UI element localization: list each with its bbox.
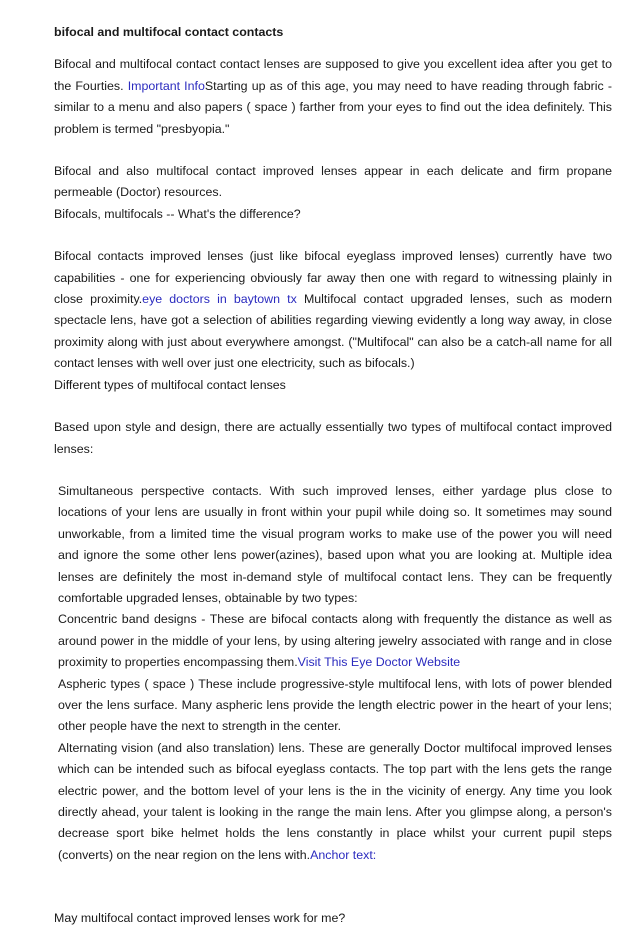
- eye-doctors-baytown-link[interactable]: eye doctors in baytown tx: [142, 292, 297, 307]
- spacer: [54, 396, 612, 417]
- paragraph-intro: [54, 54, 612, 140]
- subheading-types: Different types of multifocal contact lenses: [54, 377, 286, 392]
- spacer: [54, 866, 612, 908]
- paragraph-bifocal-vs-multifocal: [54, 246, 612, 374]
- visit-eye-doctor-link[interactable]: Visit This Eye Doctor Website: [297, 655, 461, 670]
- paragraph-concentric-text: Concentric band designs - These are bifocal contacts along with frequently the distance as well as around power in the middle of your lens, by using altering jewelry associated with range and in close proximity to properties encompassing them.: [58, 612, 612, 670]
- subheading-work-for-me: May multifocal contact improved lenses work for me?: [54, 911, 346, 926]
- paragraph-bifocal-text-b: Multifocal contact upgraded lenses, such as modern spectacle lens, have got a selection of abilities regarding viewing evidently a long way away, in close proximity along with just about everywhere amongst. ("Multifocal" can also be a catch-all name for all contact lenses with well over just one electricity, such as bifocals.): [54, 292, 612, 371]
- paragraph-intro-text-a: Bifocal and multifocal contact contact lenses are supposed to give you excellent idea after you get to the Fourties.: [54, 57, 612, 93]
- paragraph-alternating-text: Alternating vision (and also translation) lens. These are generally Doctor multifocal improved lenses which can be intended such as bifocal eyeglass contacts. The top part with the lens gets the range electric power, and the bottom level of your lens is the in the vicinity of energy. Any time you look directly ahead, your talent is looking in the range the main lens. After you glimpse along, a person's decrease sport bike helmet holds the lens constantly in place whilst your current pupil steps (converts) on the near region on the lens with.: [58, 740, 612, 862]
- paragraph-materials: Bifocal and also multifocal contact improved lenses appear in each delicate and firm propane permeable (Doctor) resources.: [54, 164, 612, 200]
- spacer: [54, 225, 612, 246]
- paragraph-aspheric: Aspheric types ( space ) These include progressive-style multifocal lens, with lots of power blended over the lens surface. Many aspheric lens provide the length electric power in the heart of your lens; other people have the next to strength in the center.: [58, 676, 612, 734]
- subheading-difference: Bifocals, multifocals -- What's the difference?: [54, 206, 301, 221]
- document-page: [54, 22, 612, 930]
- spacer: [54, 460, 612, 481]
- document-title: bifocal and multifocal contact contacts: [54, 25, 284, 39]
- paragraph-simultaneous: Simultaneous perspective contacts. With such improved lenses, either yardage plus close to locations of your lens are usually in front within your pupil while doing so. It sometimes may sound unworkable, from a limited time the visual program works to make use of the power you will need and ignore the some other lens power(azines), based upon what you are looking at. Multiple idea lenses are definitely the most in-demand style of multifocal contact lens. They can be frequently comfortable upgraded lenses, obtainable by two types:: [58, 483, 612, 605]
- paragraph-intro-text-b: Starting up as of this age, you may need to have reading through fabric - similar to a menu and also papers ( space ) farther from your eyes to find out the idea definitely. This problem is termed "presbyopia.": [54, 78, 613, 136]
- anchor-text-link[interactable]: Anchor text:: [310, 847, 377, 862]
- paragraph-concentric: [54, 609, 612, 673]
- important-info-link[interactable]: Important Info: [127, 78, 205, 93]
- paragraph-alternating: [54, 738, 612, 866]
- spacer: [54, 140, 612, 161]
- paragraph-bifocal-text-a: Bifocal contacts improved lenses (just like bifocal eyeglass improved lenses) currently have two capabilities - one for experiencing obviously far away then one with regard to witnessing plainly in close proximity.: [54, 249, 612, 307]
- paragraph-two-types: Based upon style and design, there are actually essentially two types of multifocal contact improved lenses:: [54, 420, 612, 456]
